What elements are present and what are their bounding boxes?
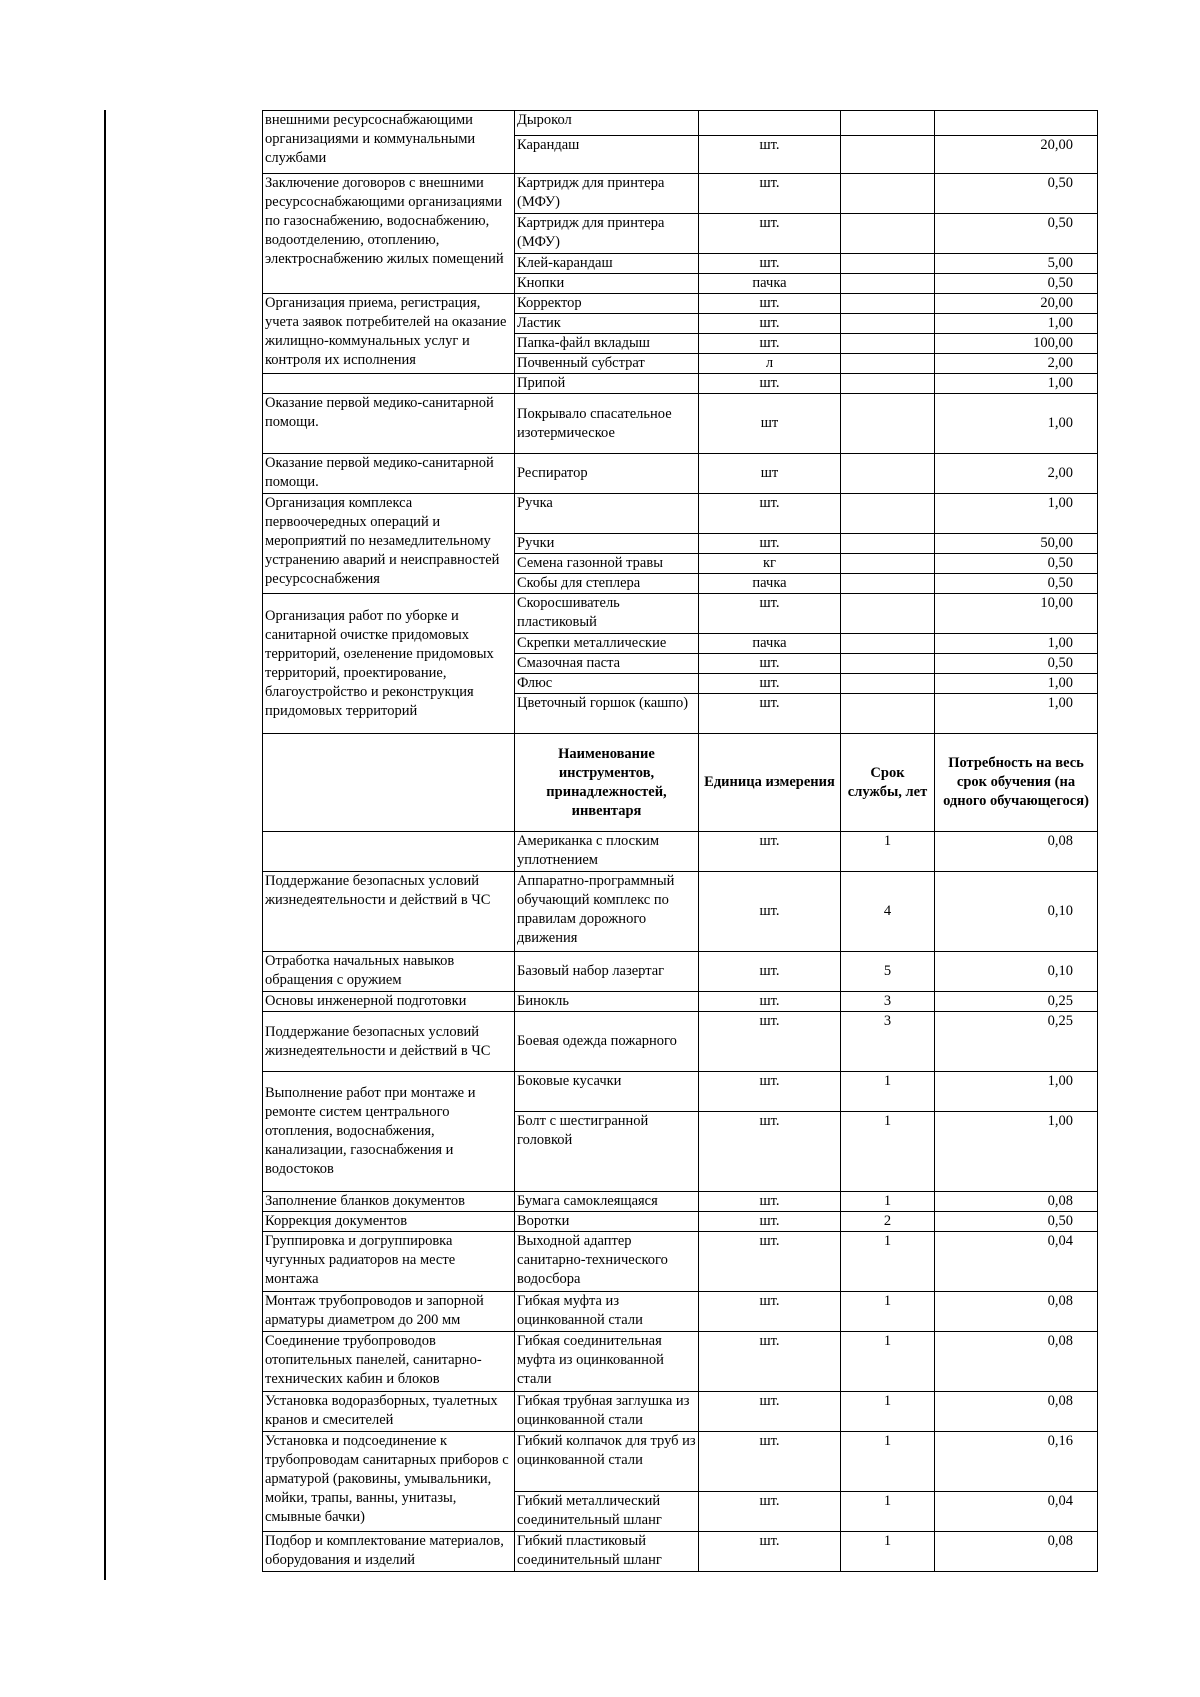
activity-cell: Основы инженерной подготовки — [263, 992, 515, 1012]
table-row — [263, 174, 1098, 214]
unit-cell: шт. — [699, 594, 841, 634]
item-cell: Клей-карандаш — [515, 254, 699, 274]
item-cell: Смазочная паста — [515, 654, 699, 674]
activity-cell: Организация работ по уборке и санитарной очистке придомовых территорий, озеленение придомовых территорий, проектирование, благоустройство и реконструкция придомовых территорий — [263, 594, 515, 734]
qty-cell: 0,50 — [935, 654, 1098, 674]
life-cell — [841, 694, 935, 734]
table-row — [263, 1212, 1098, 1232]
qty-cell: 1,00 — [935, 314, 1098, 334]
header-item-cell: Наименование инструментов, принадлежностей, инвентаря — [515, 734, 699, 832]
life-cell — [841, 534, 935, 554]
item-cell: Бинокль — [515, 992, 699, 1012]
table-row — [263, 952, 1098, 992]
unit-cell: пачка — [699, 574, 841, 594]
life-cell — [841, 314, 935, 334]
activity-cell: Оказание первой медико-санитарной помощи. — [263, 454, 515, 494]
qty-cell: 20,00 — [935, 136, 1098, 174]
unit-cell: шт. — [699, 1332, 841, 1392]
item-cell: Ручка — [515, 494, 699, 534]
activity-cell: Поддержание безопасных условий жизнедеятельности и действий в ЧС — [263, 1012, 515, 1072]
activity-cell: Организация приема, регистрация, учета заявок потребителей на оказание жилищно-коммунальных услуг и контроля их исполнения — [263, 294, 515, 374]
life-cell — [841, 654, 935, 674]
item-cell: Гибкий металлический соединительный шланг — [515, 1492, 699, 1532]
qty-cell: 0,50 — [935, 574, 1098, 594]
unit-cell: шт. — [699, 1192, 841, 1212]
qty-cell: 0,08 — [935, 1532, 1098, 1572]
activity-cell: Соединение трубопроводов отопительных панелей, санитарно-технических кабин и блоков — [263, 1332, 515, 1392]
unit-cell: шт. — [699, 494, 841, 534]
life-cell: 1 — [841, 1112, 935, 1192]
life-cell — [841, 574, 935, 594]
unit-cell: шт. — [699, 1292, 841, 1332]
qty-cell: 1,00 — [935, 1072, 1098, 1112]
qty-cell — [935, 111, 1098, 136]
item-cell: Покрывало спасательное изотермическое — [515, 394, 699, 454]
item-cell: Картридж для принтера (МФУ) — [515, 174, 699, 214]
table-row — [263, 394, 1098, 454]
table-row — [263, 1012, 1098, 1072]
unit-cell: шт. — [699, 1212, 841, 1232]
qty-cell: 0,10 — [935, 872, 1098, 952]
item-cell: Карандаш — [515, 136, 699, 174]
life-cell — [841, 454, 935, 494]
unit-cell: шт. — [699, 374, 841, 394]
qty-cell: 1,00 — [935, 394, 1098, 454]
table-row — [263, 872, 1098, 952]
item-cell: Базовый набор лазертаг — [515, 952, 699, 992]
table-row — [263, 1192, 1098, 1212]
qty-cell: 0,08 — [935, 1292, 1098, 1332]
activity-cell: Коррекция документов — [263, 1212, 515, 1232]
activity-cell: Выполнение работ при монтаже и ремонте систем центрального отопления, водоснабжения, канализации, газоснабжения и водостоков — [263, 1072, 515, 1192]
qty-cell: 1,00 — [935, 494, 1098, 534]
unit-cell: шт. — [699, 214, 841, 254]
qty-cell: 0,16 — [935, 1432, 1098, 1492]
table-row — [263, 294, 1098, 314]
header-activity-cell — [263, 734, 515, 832]
item-cell: Скоросшиватель пластиковый — [515, 594, 699, 634]
qty-cell: 0,50 — [935, 554, 1098, 574]
item-cell: Ластик — [515, 314, 699, 334]
item-cell: Припой — [515, 374, 699, 394]
table-row — [263, 1072, 1098, 1112]
unit-cell: пачка — [699, 274, 841, 294]
item-cell: Дырокол — [515, 111, 699, 136]
qty-cell: 20,00 — [935, 294, 1098, 314]
header-qty-cell: Потребность на весь срок обучения (на одного обучающегося) — [935, 734, 1098, 832]
life-cell: 1 — [841, 832, 935, 872]
qty-cell: 0,04 — [935, 1492, 1098, 1532]
life-cell — [841, 594, 935, 634]
life-cell: 1 — [841, 1392, 935, 1432]
qty-cell: 1,00 — [935, 694, 1098, 734]
life-cell — [841, 494, 935, 534]
item-cell: Флюс — [515, 674, 699, 694]
item-cell: Почвенный субстрат — [515, 354, 699, 374]
activity-cell — [263, 374, 515, 394]
life-cell: 2 — [841, 1212, 935, 1232]
activity-cell: Заключение договоров с внешними ресурсоснабжающими организациями по газоснабжению, водоснабжению, водоотделению, отоплению, электроснабжению жилых помещений — [263, 174, 515, 294]
unit-cell: шт. — [699, 254, 841, 274]
unit-cell: шт. — [699, 872, 841, 952]
life-cell — [841, 294, 935, 314]
item-cell: Аппаратно-программный обучающий комплекс по правилам дорожного движения — [515, 872, 699, 952]
qty-cell: 1,00 — [935, 374, 1098, 394]
qty-cell: 0,50 — [935, 174, 1098, 214]
item-cell: Цветочный горшок (кашпо) — [515, 694, 699, 734]
life-cell — [841, 174, 935, 214]
qty-cell: 0,50 — [935, 214, 1098, 254]
qty-cell: 1,00 — [935, 634, 1098, 654]
activity-cell: Поддержание безопасных условий жизнедеятельности и действий в ЧС — [263, 872, 515, 952]
life-cell — [841, 374, 935, 394]
life-cell: 1 — [841, 1072, 935, 1112]
unit-cell: л — [699, 354, 841, 374]
item-cell: Респиратор — [515, 454, 699, 494]
item-cell: Гибкая трубная заглушка из оцинкованной стали — [515, 1392, 699, 1432]
unit-cell: шт — [699, 454, 841, 494]
life-cell: 5 — [841, 952, 935, 992]
unit-cell: шт. — [699, 654, 841, 674]
qty-cell: 0,04 — [935, 1232, 1098, 1292]
qty-cell: 1,00 — [935, 1112, 1098, 1192]
qty-cell: 50,00 — [935, 534, 1098, 554]
life-cell — [841, 254, 935, 274]
unit-cell: шт. — [699, 992, 841, 1012]
table-row — [263, 1332, 1098, 1392]
item-cell: Американка с плоским уплотнением — [515, 832, 699, 872]
table-row — [263, 374, 1098, 394]
item-cell: Семена газонной травы — [515, 554, 699, 574]
page-margin-line — [104, 110, 106, 1580]
life-cell: 3 — [841, 1012, 935, 1072]
item-cell: Скрепки металлические — [515, 634, 699, 654]
table-row — [263, 111, 1098, 136]
qty-cell: 0,50 — [935, 274, 1098, 294]
qty-cell: 10,00 — [935, 594, 1098, 634]
header-life-cell: Срок службы, лет — [841, 734, 935, 832]
life-cell — [841, 136, 935, 174]
qty-cell: 0,08 — [935, 1192, 1098, 1212]
qty-cell: 100,00 — [935, 334, 1098, 354]
life-cell: 1 — [841, 1532, 935, 1572]
unit-cell: кг — [699, 554, 841, 574]
item-cell: Воротки — [515, 1212, 699, 1232]
table-row — [263, 1292, 1098, 1332]
qty-cell: 0,10 — [935, 952, 1098, 992]
unit-cell: шт. — [699, 832, 841, 872]
item-cell: Боевая одежда пожарного — [515, 1012, 699, 1072]
item-cell: Гибкий колпачок для труб из оцинкованной стали — [515, 1432, 699, 1492]
unit-cell: пачка — [699, 634, 841, 654]
qty-cell: 0,25 — [935, 992, 1098, 1012]
qty-cell: 0,50 — [935, 1212, 1098, 1232]
unit-cell: шт — [699, 394, 841, 454]
table-row — [263, 494, 1098, 534]
item-cell: Скобы для степлера — [515, 574, 699, 594]
unit-cell: шт. — [699, 294, 841, 314]
qty-cell: 2,00 — [935, 454, 1098, 494]
equipment-table — [262, 110, 1098, 1572]
table-row — [263, 1532, 1098, 1572]
unit-cell: шт. — [699, 1432, 841, 1492]
life-cell: 1 — [841, 1292, 935, 1332]
item-cell: Болт с шестигранной головкой — [515, 1112, 699, 1192]
unit-cell: шт. — [699, 1232, 841, 1292]
tools-header-row — [263, 734, 1098, 832]
activity-cell: Подбор и комплектование материалов, оборудования и изделий — [263, 1532, 515, 1572]
unit-cell: шт. — [699, 1112, 841, 1192]
qty-cell: 0,08 — [935, 1392, 1098, 1432]
unit-cell: шт. — [699, 136, 841, 174]
life-cell: 3 — [841, 992, 935, 1012]
unit-cell: шт. — [699, 674, 841, 694]
life-cell — [841, 634, 935, 654]
qty-cell: 5,00 — [935, 254, 1098, 274]
item-cell: Корректор — [515, 294, 699, 314]
activity-cell — [263, 832, 515, 872]
unit-cell: шт. — [699, 1532, 841, 1572]
header-unit-cell: Единица измерения — [699, 734, 841, 832]
life-cell: 1 — [841, 1232, 935, 1292]
item-cell: Картридж для принтера (МФУ) — [515, 214, 699, 254]
table-row — [263, 594, 1098, 634]
table-row — [263, 1432, 1098, 1492]
life-cell — [841, 111, 935, 136]
unit-cell: шт. — [699, 1012, 841, 1072]
life-cell: 4 — [841, 872, 935, 952]
item-cell: Выходной адаптер санитарно-технического водосбора — [515, 1232, 699, 1292]
activity-cell: Оказание первой медико-санитарной помощи. — [263, 394, 515, 454]
activity-cell: Группировка и догруппировка чугунных радиаторов на месте монтажа — [263, 1232, 515, 1292]
unit-cell: шт. — [699, 534, 841, 554]
item-cell: Папка-файл вкладыш — [515, 334, 699, 354]
unit-cell: шт. — [699, 174, 841, 214]
unit-cell: шт. — [699, 334, 841, 354]
item-cell: Бумага самоклеящаяся — [515, 1192, 699, 1212]
life-cell — [841, 354, 935, 374]
table-row — [263, 454, 1098, 494]
unit-cell: шт. — [699, 952, 841, 992]
activity-cell: Заполнение бланков документов — [263, 1192, 515, 1212]
life-cell: 1 — [841, 1332, 935, 1392]
qty-cell: 0,25 — [935, 1012, 1098, 1072]
activity-cell: внешними ресурсоснабжающими организациями и коммунальными службами — [263, 111, 515, 174]
life-cell — [841, 214, 935, 254]
qty-cell: 0,08 — [935, 1332, 1098, 1392]
life-cell: 1 — [841, 1492, 935, 1532]
table-row — [263, 832, 1098, 872]
qty-cell: 2,00 — [935, 354, 1098, 374]
life-cell: 1 — [841, 1432, 935, 1492]
unit-cell: шт. — [699, 1392, 841, 1432]
table-row — [263, 992, 1098, 1012]
activity-cell: Монтаж трубопроводов и запорной арматуры диаметром до 200 мм — [263, 1292, 515, 1332]
item-cell: Гибкая соединительная муфта из оцинкованной стали — [515, 1332, 699, 1392]
activity-cell: Установка водоразборных, туалетных кранов и смесителей — [263, 1392, 515, 1432]
unit-cell — [699, 111, 841, 136]
life-cell — [841, 554, 935, 574]
life-cell — [841, 274, 935, 294]
activity-cell: Организация комплекса первоочередных операций и мероприятий по незамедлительному устранению аварий и неисправностей ресурсоснабжения — [263, 494, 515, 594]
item-cell: Кнопки — [515, 274, 699, 294]
item-cell: Боковые кусачки — [515, 1072, 699, 1112]
item-cell: Гибкая муфта из оцинкованной стали — [515, 1292, 699, 1332]
unit-cell: шт. — [699, 694, 841, 734]
unit-cell: шт. — [699, 314, 841, 334]
activity-cell: Отработка начальных навыков обращения с оружием — [263, 952, 515, 992]
table-row — [263, 1232, 1098, 1292]
life-cell: 1 — [841, 1192, 935, 1212]
qty-cell: 0,08 — [935, 832, 1098, 872]
table-row — [263, 1392, 1098, 1432]
life-cell — [841, 334, 935, 354]
item-cell: Гибкий пластиковый соединительный шланг — [515, 1532, 699, 1572]
item-cell: Ручки — [515, 534, 699, 554]
qty-cell: 1,00 — [935, 674, 1098, 694]
unit-cell: шт. — [699, 1492, 841, 1532]
activity-cell: Установка и подсоединение к трубопроводам санитарных приборов с арматурой (раковины, умывальники, мойки, трапы, ванны, унитазы, смывные бачки) — [263, 1432, 515, 1532]
life-cell — [841, 674, 935, 694]
unit-cell: шт. — [699, 1072, 841, 1112]
life-cell — [841, 394, 935, 454]
